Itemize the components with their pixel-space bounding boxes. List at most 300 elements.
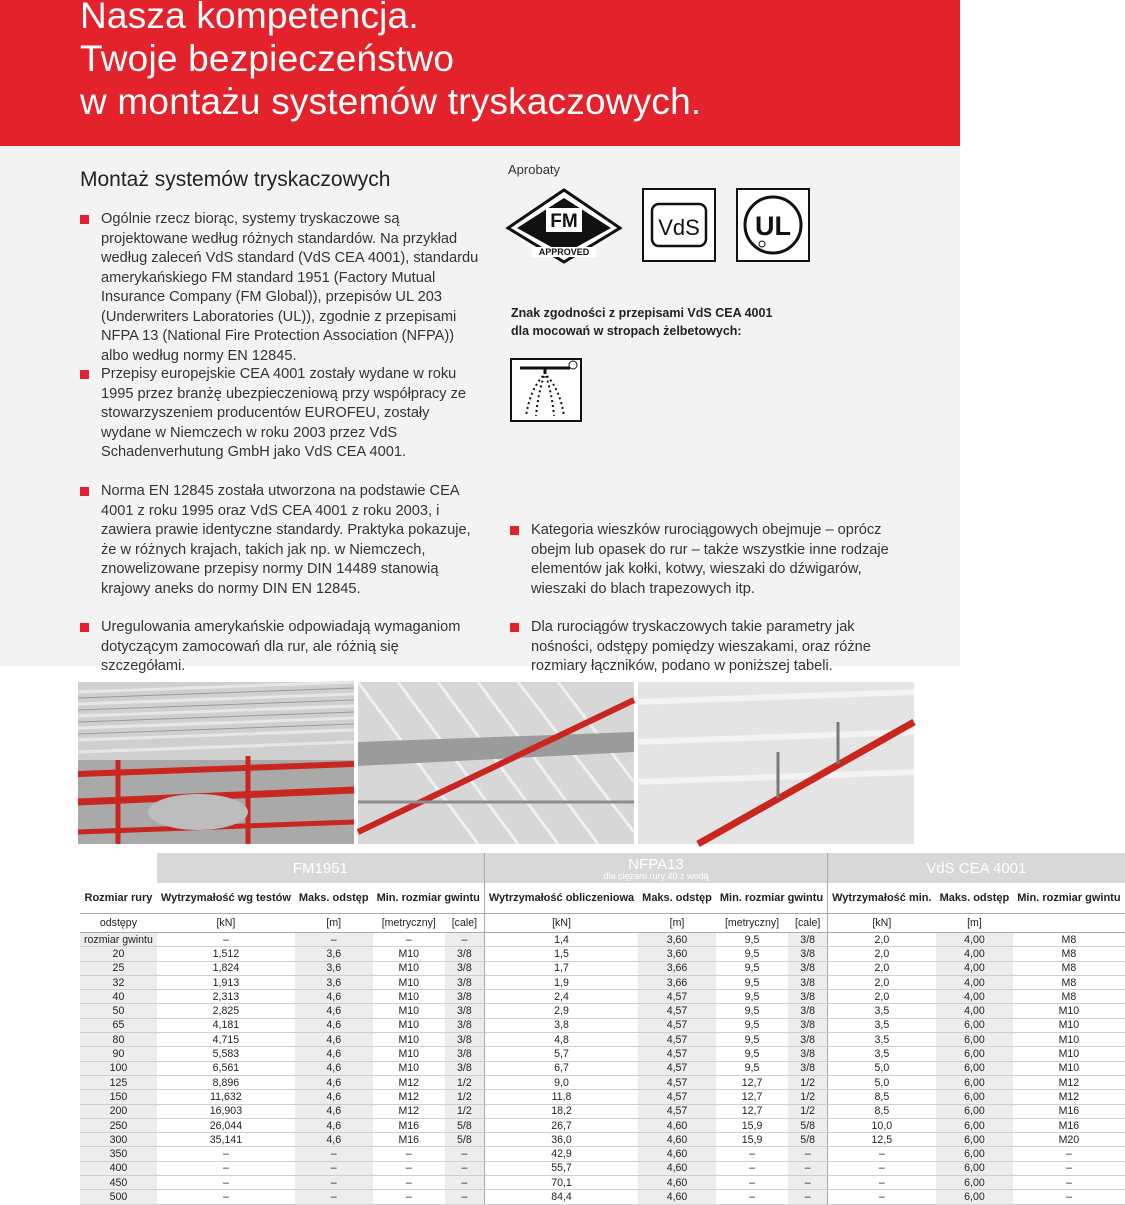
vds-logo xyxy=(642,188,716,262)
vds-logo-text: VdS xyxy=(658,215,700,240)
table-cell: 6,00 xyxy=(936,1075,1014,1089)
table-cell: – xyxy=(828,1161,936,1175)
table-cell: 5/8 xyxy=(445,1133,484,1147)
section-title: Montaż systemów tryskaczowych xyxy=(80,168,391,191)
table-cell: 9,5 xyxy=(716,961,788,975)
table-cell: 26,7 xyxy=(484,1118,638,1132)
table-cell: 4,6 xyxy=(295,1104,373,1118)
table-cell: 1,824 xyxy=(157,961,295,975)
bullet-square-icon xyxy=(510,526,519,535)
table-cell: 6,00 xyxy=(936,1118,1014,1132)
table-cell: – xyxy=(295,933,373,947)
unit-cell: [m] xyxy=(295,914,373,933)
unit-cell: [kN] xyxy=(157,914,295,933)
bullet-paragraph xyxy=(510,521,910,599)
hero-title-line-1: Nasza kompetencja. xyxy=(80,0,419,36)
table-cell: 2,9 xyxy=(484,1004,638,1018)
table-cell: – xyxy=(788,1147,827,1161)
table-cell: M10 xyxy=(1013,1061,1124,1075)
table-cell: 4,57 xyxy=(638,1047,716,1061)
photo-ceiling-pipes-2 xyxy=(358,682,634,844)
table-cell: 6,00 xyxy=(936,1133,1014,1147)
table-cell: 4,57 xyxy=(638,1075,716,1089)
group-header-fm: FM1951 xyxy=(157,853,484,883)
table-cell: – xyxy=(788,1190,827,1204)
table-cell: 3/8 xyxy=(788,1018,827,1032)
table-cell: – xyxy=(716,1190,788,1204)
table-cell: – xyxy=(295,1161,373,1175)
table-cell: 4,57 xyxy=(638,1090,716,1104)
table-cell: 5/8 xyxy=(445,1118,484,1132)
table-cell: – xyxy=(373,933,445,947)
row-header-cell: 40 xyxy=(80,990,157,1004)
table-cell: 4,00 xyxy=(936,990,1014,1004)
table-cell: M16 xyxy=(373,1133,445,1147)
row-header-cell: 90 xyxy=(80,1047,157,1061)
table-cell: 5,583 xyxy=(157,1047,295,1061)
bullet-square-icon xyxy=(510,623,519,632)
table-cell: 4,60 xyxy=(638,1176,716,1190)
unit-cell: [metryczny] xyxy=(373,914,445,933)
table-cell: 3/8 xyxy=(445,1018,484,1032)
table-cell: 4,6 xyxy=(295,990,373,1004)
table-cell: – xyxy=(295,1190,373,1204)
unit-cell: [cale] xyxy=(788,914,827,933)
table-cell: 42,9 xyxy=(484,1147,638,1161)
table-cell: 12,7 xyxy=(716,1075,788,1089)
table-cell: 3,5 xyxy=(828,1033,936,1047)
bullet-text: Uregulowania amerykańskie odpowiadają wymaganiom dotyczącym zamocowań dla rur, ale różnią się szczegółami. xyxy=(101,619,461,674)
table-cell: 4,60 xyxy=(638,1147,716,1161)
table-cell: 2,0 xyxy=(828,961,936,975)
col-header-vds-maks: Maks. odstęp xyxy=(939,891,1010,904)
table-cell: 3/8 xyxy=(445,1061,484,1075)
table-cell: 4,57 xyxy=(638,990,716,1004)
table-cell: 4,00 xyxy=(936,947,1014,961)
table-column-header-row xyxy=(80,883,1125,914)
table-cell: 4,6 xyxy=(295,1090,373,1104)
table-cell: 4,60 xyxy=(638,1133,716,1147)
table-cell: 9,5 xyxy=(716,975,788,989)
table-row xyxy=(80,933,1125,947)
table-cell: 9,5 xyxy=(716,1061,788,1075)
table-cell: M8 xyxy=(1013,990,1124,1004)
table-cell: – xyxy=(716,1147,788,1161)
table-cell: 2,0 xyxy=(828,990,936,1004)
installation-photos xyxy=(78,682,914,844)
table-cell: 3/8 xyxy=(788,1047,827,1061)
table-cell: – xyxy=(445,1147,484,1161)
table-row xyxy=(80,1133,1125,1147)
table-cell: 4,57 xyxy=(638,1018,716,1032)
col-header-nfpa-min: Min. rozmiar gwintu xyxy=(719,891,824,904)
table-cell: 5/8 xyxy=(788,1133,827,1147)
bullet-paragraph xyxy=(80,210,480,366)
unit-cell xyxy=(1013,914,1124,933)
table-cell: 9,0 xyxy=(484,1075,638,1089)
table-cell: – xyxy=(445,1190,484,1204)
table-cell: 8,5 xyxy=(828,1090,936,1104)
table-cell: 12,7 xyxy=(716,1104,788,1118)
table-cell: 5,0 xyxy=(828,1061,936,1075)
table-cell: 4,00 xyxy=(936,1004,1014,1018)
table-cell: 4,00 xyxy=(936,933,1014,947)
table-cell: 15,9 xyxy=(716,1133,788,1147)
table-cell: M10 xyxy=(1013,1018,1124,1032)
bullet-text: Kategoria wieszków rurociągowych obejmuje – oprócz obejm lub opasek do rur – także wszystkie inne rodzaje elementów jak kołki, kotwy, wieszaki do dźwigarów, wieszaki do blach trapezowych itp. xyxy=(531,522,889,597)
table-cell: 3/8 xyxy=(445,947,484,961)
table-row xyxy=(80,990,1125,1004)
table-cell: – xyxy=(373,1176,445,1190)
table-cell: – xyxy=(157,933,295,947)
table-cell: – xyxy=(828,1176,936,1190)
table-cell: 3,5 xyxy=(828,1047,936,1061)
table-cell: 3,5 xyxy=(828,1018,936,1032)
table-cell: 4,6 xyxy=(295,1047,373,1061)
table-cell: 2,0 xyxy=(828,933,936,947)
table-row xyxy=(80,1104,1125,1118)
table-cell: 6,7 xyxy=(484,1061,638,1075)
table-row xyxy=(80,1033,1125,1047)
ul-logo xyxy=(736,188,810,262)
left-bullet-1-block xyxy=(80,210,480,366)
row-header-cell: 300 xyxy=(80,1133,157,1147)
col-header-vds-wytrzymalosc: Wytrzymałość min. xyxy=(828,883,936,914)
bullet-text: Ogólnie rzecz biorąc, systemy tryskaczowe są projektowane według różnych standardów. Na przykład według zaleceń VdS standard (VdS CEA 4001), standardu amerykańskiego FM standard 1951 (Factory Mutual Insurance Company (FM Global)), przepisów UL 203 (Underwriters Laboratories (UL)), zgodnie z przepisami NFPA 13 (National Fire Protection Association (NFPA)) albo według normy EN 12845. xyxy=(101,211,479,364)
table-cell: 9,5 xyxy=(716,947,788,961)
col-header-nfpa-wytrzymalosc: Wytrzymałość obliczeniowa xyxy=(484,883,638,914)
row-header-cell: 65 xyxy=(80,1018,157,1032)
table-cell: 3/8 xyxy=(445,1033,484,1047)
table-cell: 1/2 xyxy=(788,1075,827,1089)
table-cell: – xyxy=(157,1161,295,1175)
right-bullet-1-block xyxy=(510,521,910,599)
table-cell: 35,141 xyxy=(157,1133,295,1147)
table-cell: 26,044 xyxy=(157,1118,295,1132)
table-cell: 3/8 xyxy=(788,990,827,1004)
table-cell: 84,4 xyxy=(484,1190,638,1204)
table-cell: 4,00 xyxy=(936,961,1014,975)
table-cell: – xyxy=(828,1147,936,1161)
table-row xyxy=(80,1004,1125,1018)
col-header-rozmiar: Rozmiar rury xyxy=(84,891,153,904)
table-cell: 3/8 xyxy=(445,961,484,975)
left-bullet-4-block xyxy=(80,618,480,677)
table-cell: 4,00 xyxy=(936,975,1014,989)
approval-note-line-2: dla mocowań w stropach żelbetowych: xyxy=(511,324,742,338)
bullet-paragraph xyxy=(80,618,480,677)
table-cell: – xyxy=(788,1161,827,1175)
table-cell: 1/2 xyxy=(788,1104,827,1118)
fm-logo-text: FM xyxy=(550,211,578,232)
table-cell: 1/2 xyxy=(788,1090,827,1104)
table-cell: 3,60 xyxy=(638,947,716,961)
table-cell: 4,6 xyxy=(295,1118,373,1132)
bullet-square-icon xyxy=(80,487,89,496)
bullet-text: Norma EN 12845 została utworzona na podstawie CEA 4001 z roku 1995 oraz VdS CEA 4001 z roku 2003, i zawiera prawie identyczne standardy. Praktyka pokazuje, że w różnych krajach, takich jak np. w Niemczech, znowelizowane przepisy normy DIN 14489 stanowią krajowy aneks do normy DIN EN 12845. xyxy=(101,483,471,597)
row-header-cell: 400 xyxy=(80,1161,157,1175)
table-cell: 6,00 xyxy=(936,1104,1014,1118)
table-cell: 4,57 xyxy=(638,1061,716,1075)
table-cell: 6,00 xyxy=(936,1176,1014,1190)
table-cell: M10 xyxy=(1013,1033,1124,1047)
bullet-paragraph xyxy=(80,365,480,463)
table-cell: 6,00 xyxy=(936,1033,1014,1047)
table-cell: – xyxy=(373,1190,445,1204)
table-cell: 4,6 xyxy=(295,1018,373,1032)
table-cell: M12 xyxy=(373,1104,445,1118)
table-cell: 4,60 xyxy=(638,1118,716,1132)
group-header-nfpa-subtitle: dla ciężaru rury 40 z wodą xyxy=(603,870,709,881)
table-cell: 1/2 xyxy=(445,1090,484,1104)
table-cell: M10 xyxy=(373,1004,445,1018)
table-cell: 55,7 xyxy=(484,1161,638,1175)
table-cell: 2,0 xyxy=(828,975,936,989)
table-cell: 10,0 xyxy=(828,1118,936,1132)
table-cell: 4,6 xyxy=(295,1133,373,1147)
table-cell: 8,5 xyxy=(828,1104,936,1118)
row-header-cell: 200 xyxy=(80,1104,157,1118)
table-cell: 4,57 xyxy=(638,1033,716,1047)
col-header-nfpa-maks: Maks. odstęp xyxy=(642,891,712,904)
table-cell: – xyxy=(1013,1190,1124,1204)
table-cell: 6,00 xyxy=(936,1147,1014,1161)
table-cell: 3/8 xyxy=(445,1047,484,1061)
table-cell: 3/8 xyxy=(788,961,827,975)
table-cell: 16,903 xyxy=(157,1104,295,1118)
table-cell: – xyxy=(788,1176,827,1190)
table-cell: 1,512 xyxy=(157,947,295,961)
row-header-cell: 100 xyxy=(80,1061,157,1075)
table-cell: – xyxy=(157,1190,295,1204)
table-cell: 9,5 xyxy=(716,933,788,947)
table-cell: 3,6 xyxy=(295,947,373,961)
table-group-header-row xyxy=(80,853,1125,883)
table-cell: 11,632 xyxy=(157,1090,295,1104)
table-cell: 2,4 xyxy=(484,990,638,1004)
table-cell: 4,8 xyxy=(484,1033,638,1047)
bullet-text: Dla rurociągów tryskaczowych takie parametry jak nośności, odstępy pomiędzy wieszakami, oraz różne rozmiary łączników, podano w poniższej tabeli. xyxy=(531,619,871,674)
table-cell: M12 xyxy=(1013,1075,1124,1089)
approvals-label: Aprobaty xyxy=(508,162,561,177)
table-cell: 6,00 xyxy=(936,1090,1014,1104)
table-cell: 1,9 xyxy=(484,975,638,989)
hero-title xyxy=(80,0,701,123)
table-cell: 4,181 xyxy=(157,1018,295,1032)
table-cell: 5,7 xyxy=(484,1047,638,1061)
table-cell: 5,0 xyxy=(828,1075,936,1089)
table-cell: 9,5 xyxy=(716,1047,788,1061)
table-cell: M10 xyxy=(373,1061,445,1075)
table-row xyxy=(80,1047,1125,1061)
table-cell: – xyxy=(1013,1161,1124,1175)
table-cell: – xyxy=(445,1176,484,1190)
unit-cell: [kN] xyxy=(484,914,638,933)
row-header-cell: 20 xyxy=(80,947,157,961)
unit-cell: [metryczny] xyxy=(716,914,788,933)
col-header-fm-wytrzymalosc: Wytrzymałość wg testów xyxy=(160,891,291,904)
row-header-cell: 80 xyxy=(80,1033,157,1047)
table-row xyxy=(80,1161,1125,1175)
left-bullet-2-block xyxy=(80,365,480,463)
bullet-square-icon xyxy=(80,370,89,379)
table-cell: M10 xyxy=(373,1018,445,1032)
table-row xyxy=(80,1176,1125,1190)
row-header-cell: 250 xyxy=(80,1118,157,1132)
col-header-fm-min: Min. rozmiar gwintu xyxy=(376,891,480,904)
table-cell: 3/8 xyxy=(445,1004,484,1018)
table-cell: M20 xyxy=(1013,1133,1124,1147)
table-cell: – xyxy=(828,1190,936,1204)
photo-ceiling-pipes-1 xyxy=(78,682,354,844)
table-cell: 4,6 xyxy=(295,1004,373,1018)
table-cell: – xyxy=(295,1147,373,1161)
row-header-cell: 125 xyxy=(80,1075,157,1089)
table-cell: 4,57 xyxy=(638,1104,716,1118)
table-row xyxy=(80,1190,1125,1204)
row-header-cell: 25 xyxy=(80,961,157,975)
table-cell: 12,5 xyxy=(828,1133,936,1147)
table-cell: 6,561 xyxy=(157,1061,295,1075)
table-cell: – xyxy=(445,1161,484,1175)
table-cell: 2,313 xyxy=(157,990,295,1004)
table-cell: 36,0 xyxy=(484,1133,638,1147)
table-cell: 3,8 xyxy=(484,1018,638,1032)
table-cell: – xyxy=(716,1176,788,1190)
table-cell: 3/8 xyxy=(788,1061,827,1075)
hero-title-line-2: Twoje bezpieczeństwo xyxy=(80,38,455,79)
table-row xyxy=(80,1118,1125,1132)
table-cell: – xyxy=(1013,1147,1124,1161)
table-cell: M8 xyxy=(1013,933,1124,947)
table-cell: 3/8 xyxy=(445,990,484,1004)
row-header-cell: 50 xyxy=(80,1004,157,1018)
col-header-fm-maks: Maks. odstęp xyxy=(298,891,369,904)
table-cell: 9,5 xyxy=(716,1033,788,1047)
table-cell: 3,60 xyxy=(638,933,716,947)
table-cell: M10 xyxy=(373,947,445,961)
table-cell: 6,00 xyxy=(936,1047,1014,1061)
table-cell: 11,8 xyxy=(484,1090,638,1104)
table-cell: 18,2 xyxy=(484,1104,638,1118)
unit-cell: [m] xyxy=(936,914,1014,933)
table-cell: 1,913 xyxy=(157,975,295,989)
table-cell: M16 xyxy=(1013,1118,1124,1132)
table-cell: 3,5 xyxy=(828,1004,936,1018)
table-cell: 3,6 xyxy=(295,975,373,989)
table-cell: M10 xyxy=(373,990,445,1004)
unit-cell: odstępy xyxy=(80,914,157,933)
sprinkler-symbol-icon xyxy=(510,358,582,422)
table-units-row xyxy=(80,914,1125,933)
table-cell: 6,00 xyxy=(936,1161,1014,1175)
table-empty-corner xyxy=(80,853,157,883)
table-row xyxy=(80,1075,1125,1089)
table-cell: M10 xyxy=(373,1033,445,1047)
table-cell: M10 xyxy=(1013,1004,1124,1018)
row-header-cell: 450 xyxy=(80,1176,157,1190)
table-cell: 6,00 xyxy=(936,1061,1014,1075)
table-cell: M8 xyxy=(1013,975,1124,989)
bullet-square-icon xyxy=(80,215,89,224)
table-cell: 70,1 xyxy=(484,1176,638,1190)
approval-note xyxy=(511,304,772,340)
table-cell: 4,715 xyxy=(157,1033,295,1047)
approval-note-line-1: Znak zgodności z przepisami VdS CEA 4001 xyxy=(511,306,773,320)
table-cell: 9,5 xyxy=(716,990,788,1004)
table-cell: 1,7 xyxy=(484,961,638,975)
left-bullet-3-block xyxy=(80,482,485,599)
table-cell: M12 xyxy=(1013,1090,1124,1104)
table-cell: 3,6 xyxy=(295,961,373,975)
table-cell: 9,5 xyxy=(716,1004,788,1018)
table-cell: M12 xyxy=(373,1090,445,1104)
bullet-paragraph xyxy=(510,618,910,677)
row-header-cell: 500 xyxy=(80,1190,157,1204)
table-cell: 4,6 xyxy=(295,1033,373,1047)
unit-cell: [kN] xyxy=(828,914,936,933)
table-cell: – xyxy=(716,1161,788,1175)
table-cell: 15,9 xyxy=(716,1118,788,1132)
col-header-vds-min: Min. rozmiar gwintu xyxy=(1017,891,1121,904)
table-cell: 1/2 xyxy=(445,1075,484,1089)
table-cell: 6,00 xyxy=(936,1190,1014,1204)
table-cell: 1,4 xyxy=(484,933,638,947)
table-cell: M10 xyxy=(1013,1047,1124,1061)
table-cell: M16 xyxy=(373,1118,445,1132)
table-cell: 6,00 xyxy=(936,1018,1014,1032)
table-cell: – xyxy=(373,1147,445,1161)
table-cell: – xyxy=(157,1176,295,1190)
table-cell: 3,66 xyxy=(638,975,716,989)
table-cell: M10 xyxy=(373,961,445,975)
table-body xyxy=(80,933,1125,1205)
bullet-paragraph xyxy=(80,482,485,599)
table-cell: M8 xyxy=(1013,947,1124,961)
table-row xyxy=(80,947,1125,961)
table-cell: 4,6 xyxy=(295,1061,373,1075)
table-row xyxy=(80,1090,1125,1104)
table-row xyxy=(80,1061,1125,1075)
table-cell: 4,60 xyxy=(638,1190,716,1204)
bullet-text: Przepisy europejskie CEA 4001 zostały wydane w roku 1995 przez branżę ubezpieczeniową przy współpracy ze stowarzyszeniem producentów EUROFEU, zostały wydane w Niemczech w roku 2003 przez VdS Schadenverhutung GmbH jako VdS CEA 4001. xyxy=(101,366,467,460)
group-header-nfpa xyxy=(484,853,827,883)
right-bullet-2-block xyxy=(510,618,910,677)
table-cell: 2,0 xyxy=(828,947,936,961)
table-row xyxy=(80,961,1125,975)
table-cell: 1/2 xyxy=(445,1104,484,1118)
table-cell: M16 xyxy=(1013,1104,1124,1118)
table-cell: 2,825 xyxy=(157,1004,295,1018)
table-cell: 3/8 xyxy=(445,975,484,989)
table-cell: 1,5 xyxy=(484,947,638,961)
table-cell: 3/8 xyxy=(788,933,827,947)
hero-banner xyxy=(0,0,960,146)
spec-table xyxy=(80,853,1125,1205)
table-cell: 5/8 xyxy=(788,1118,827,1132)
unit-cell: [m] xyxy=(638,914,716,933)
table-cell: – xyxy=(445,933,484,947)
table-cell: – xyxy=(295,1176,373,1190)
table-row xyxy=(80,975,1125,989)
table-cell: M10 xyxy=(373,1047,445,1061)
fm-approved-logo xyxy=(506,188,622,264)
table-cell: M10 xyxy=(373,975,445,989)
table-cell: 3/8 xyxy=(788,975,827,989)
table-row xyxy=(80,1018,1125,1032)
table-cell: 3/8 xyxy=(788,1033,827,1047)
fm-approved-text: APPROVED xyxy=(538,247,590,257)
